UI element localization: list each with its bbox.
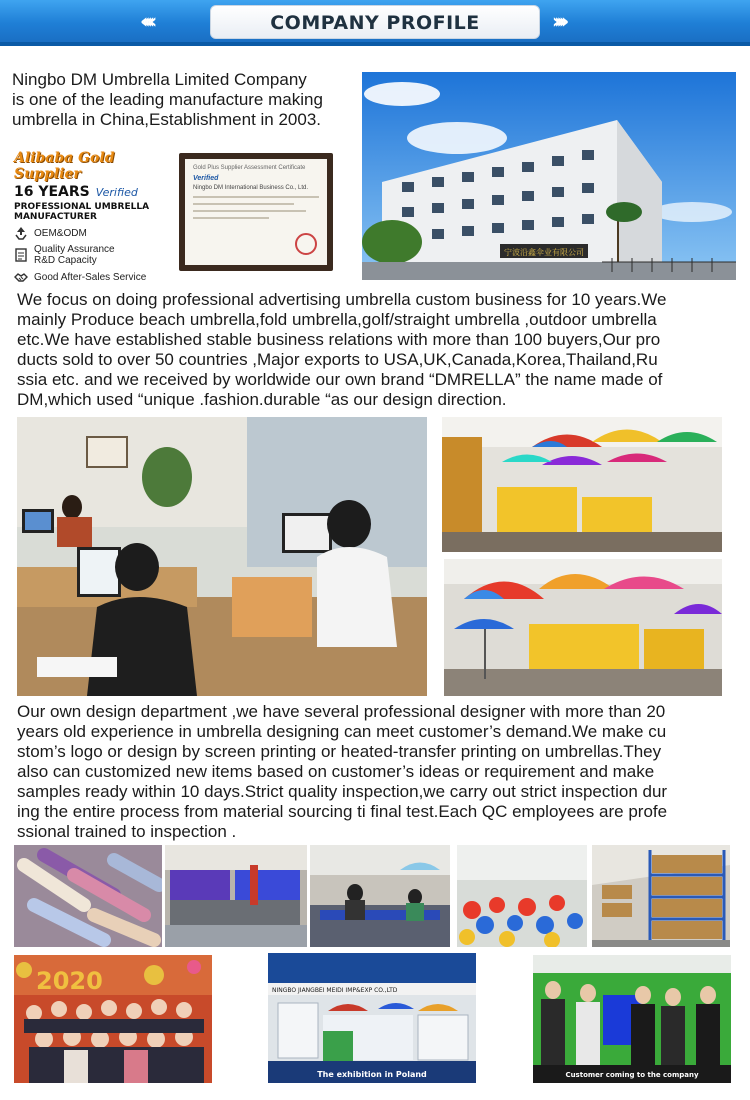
- paragraph-line: mainly Produce beach umbrella,fold umbrella,golf/straight umbrella ,outdoor umbrella: [17, 310, 657, 329]
- paragraph-line: stom’s logo or design by screen printing or heated-transfer printing on umbrellas.They: [17, 742, 662, 761]
- exhibition-photo: [268, 953, 476, 1083]
- paragraph-line: years old experience in umbrella designing can meet customer’s demand.We make cu: [17, 722, 667, 741]
- paragraph-line: DM,which used “unique .fashion.durable “as our design direction.: [17, 390, 507, 409]
- feature-label: Quality Assurance: [34, 244, 115, 255]
- certificate-paper: [185, 159, 327, 265]
- badge-years: 16 YEARS: [14, 184, 90, 200]
- certificate-frame: [179, 153, 333, 271]
- paragraph-line: Our own design department ,we have several professional designer with more than 20: [17, 702, 666, 721]
- gold-supplier-badge: [14, 150, 169, 284]
- intro-line: umbrella in China,Establishment in 2003.: [12, 110, 322, 129]
- badge-verified: Verified: [95, 185, 138, 199]
- intro-line: Ningbo DM Umbrella Limited Company: [12, 70, 307, 89]
- paragraph-line: ssia etc. and we received by worldwide our own brand “DMRELLA” the name made of: [17, 370, 663, 389]
- business-paragraph: [17, 290, 737, 410]
- document-icon: [14, 248, 28, 262]
- assembly-line-photo: [457, 845, 587, 947]
- certificate-heading: Gold Plus Supplier Assessment Certificate: [193, 165, 306, 171]
- workshop-photo: [310, 845, 450, 947]
- handshake-icon: [14, 270, 28, 284]
- right-chevrons-icon: ›››››: [552, 9, 564, 33]
- badge-professional-line: MANUFACTURER: [14, 212, 97, 222]
- warehouse-photo: [592, 845, 730, 947]
- certificate-seal-icon: [295, 233, 317, 255]
- page-title: COMPANY PROFILE: [270, 12, 480, 34]
- certificate-company: Ningbo DM International Business Co., Ltd.: [193, 185, 309, 191]
- exhibition-banner: NINGBO JIANGBEI MEIDI IMP&EXP CO.,LTD: [272, 987, 398, 994]
- paragraph-line: samples ready within 10 days.Strict quality inspection,we carry out strict inspection dur: [17, 782, 668, 801]
- paragraph-line: ing the entire process from material sourcing ti final test.Each QC employees are profe: [17, 802, 668, 821]
- feature-quality: [14, 244, 169, 266]
- badge-title: Alibaba Gold Supplier: [14, 150, 115, 182]
- recycle-icon: [14, 226, 28, 240]
- team-year: 2020: [36, 967, 103, 995]
- left-chevrons-icon: ‹‹‹‹‹: [140, 9, 152, 33]
- paragraph-line: We focus on doing professional advertising umbrella custom business for 10 years.We: [17, 290, 667, 309]
- paragraph-line: ssional trained to inspection .: [17, 822, 237, 841]
- factory-building-photo: [362, 72, 736, 280]
- feature-label: Good After-Sales Service: [34, 271, 147, 283]
- certificate-verified: Verified: [193, 175, 219, 182]
- team-photo: [14, 955, 212, 1083]
- feature-oem: [14, 226, 169, 240]
- header-strip: [0, 42, 750, 46]
- office-photo: [17, 417, 427, 696]
- paragraph-line: ducts sold to over 50 countries ,Major exports to USA,UK,Canada,Korea,Thailand,Ru: [17, 350, 658, 369]
- exhibition-caption: The exhibition in Poland: [317, 1070, 427, 1079]
- intro-text: [12, 70, 357, 130]
- feature-label: R&D Capacity: [34, 255, 97, 266]
- fabric-stock-photo: [165, 845, 307, 947]
- customer-caption: Customer coming to the company: [565, 1071, 699, 1079]
- paragraph-line: etc.We have established stable business relations with more than 100 buyers,Our pro: [17, 330, 661, 349]
- badge-professional: [14, 202, 169, 222]
- fabric-rolls-photo: [14, 845, 162, 947]
- feature-label: OEM&ODM: [34, 227, 87, 239]
- building-sign: 宁波沿鑫伞业有限公司: [504, 248, 584, 257]
- paragraph-line: also can customized new items based on customer’s ideas or requirement and make: [17, 762, 655, 781]
- showroom-photo-1: [442, 417, 722, 552]
- design-paragraph: [17, 702, 737, 842]
- intro-line: is one of the leading manufacture making: [12, 90, 323, 109]
- badge-professional-line: PROFESSIONAL UMBRELLA: [14, 202, 150, 212]
- customer-visit-photo: [533, 955, 731, 1083]
- feature-service: [14, 270, 169, 284]
- showroom-photo-2: [444, 559, 722, 696]
